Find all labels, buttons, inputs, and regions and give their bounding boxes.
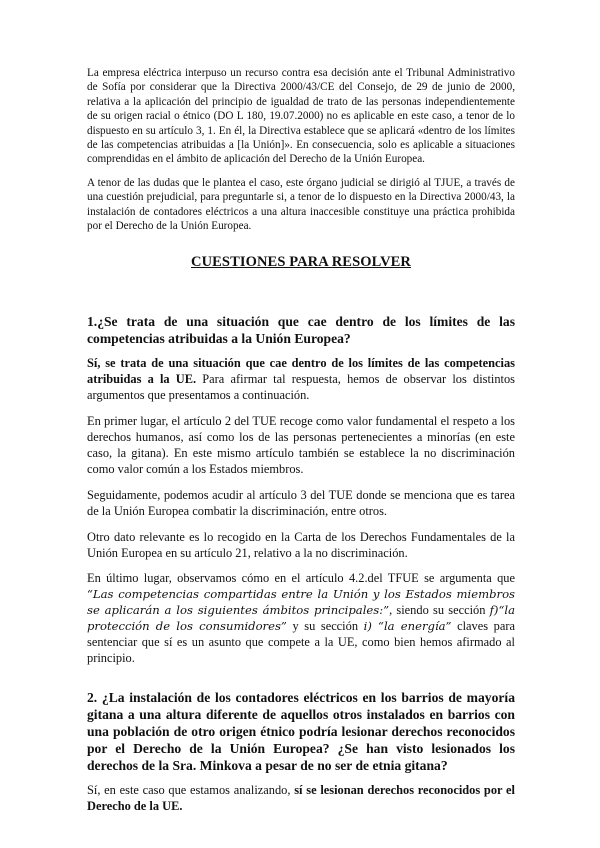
question-1-paragraph-5 [87, 571, 515, 666]
p5-text-c: y su sección [286, 619, 364, 634]
p5-text-b: , siendo su sección [389, 603, 490, 618]
section-title: CUESTIONES PARA RESOLVER [191, 254, 411, 271]
p5-quote-energia: i) “la energía” [363, 619, 452, 634]
p5-text-d: claves para sentenciar que sí es un asunto que compete a la UE, como bien hemos afirmado al principio. [87, 619, 515, 665]
question-2-answer-text: Sí, en este caso que estamos analizando, [87, 782, 295, 797]
intro-section [87, 66, 515, 233]
p5-quote-competencias: “Las competencias compartidas entre la Unión y los Estados miembros se aplicarán a los siguientes ámbitos principales:” [87, 587, 515, 618]
question-1-section [87, 313, 515, 666]
question-1-answer [87, 356, 515, 404]
question-1-heading: 1.¿Se trata de una situación que cae dentro de los límites de las competencias atribuidas a la Unión Europea? [87, 314, 515, 347]
question-1-paragraph-4: Otro dato relevante es lo recogido en la Carta de los Derechos Fundamentales de la Unión Europea en su artículo 21, relativo a la no discriminación. [87, 529, 515, 560]
question-2-answer [87, 783, 515, 815]
p5-quote-consumidores: f)“la protección de los consumidores” [87, 603, 516, 634]
question-1-answer-bold: Sí, se trata de una situación que cae dentro de los límites de las competencias atribuidas a la UE. [87, 356, 515, 387]
question-1-paragraph-2: En primer lugar, el artículo 2 del TUE recoge como valor fundamental el respeto a los derechos humanos, así como los de las personas pertenecientes a minorías (en este caso, la gitana). En este mismo artículo también se establece la no discriminación como valor común a los Estados miembros. [87, 414, 515, 476]
p5-text-a: En último lugar, observamos cómo en el artículo 4.2.del TFUE se argumenta que [87, 571, 515, 586]
intro-paragraph-2: A tenor de las dudas que le plantea el caso, este órgano judicial se dirigió al TJUE, a través de una cuestión prejudicial, para preguntarle si, a tenor de lo dispuesto en la Directiva 2000/43, la instalación de contadores eléctricos a una altura inaccesible constituye una práctica prohibida por el Derecho de la Unión Europea. [87, 176, 515, 233]
question-2-answer-bold: sí se lesionan derechos reconocidos por el Derecho de la UE. [87, 782, 515, 813]
intro-paragraph-1: La empresa eléctrica interpuso un recurso contra esa decisión ante el Tribunal Administrativo de Sofía por considerar que la Directiva 2000/43/CE del Consejo, de 29 de junio de 2000, relativa a la aplicación del principio de igualdad de trato de las personas independientemente de su origen racial o étnico (DO L 180, 19.07.2000) no es aplicable en este caso, a tenor de lo dispuesto en su artículo 3, 1. En él, la Directiva establece que se aplicará «dentro de los límites de las competencias atribuidas a [la Unión]». En consecuencia, solo es aplicable a situaciones comprendidas en el ámbito de aplicación del Derecho de la Unión Europea. [87, 67, 515, 166]
question-1-paragraph-3: Seguidamente, podemos acudir al artículo 3 del TUE donde se menciona que es tarea de la Unión Europea combatir la discriminación, entre otros. [87, 487, 515, 518]
document-page [87, 66, 515, 825]
question-2-section [87, 689, 515, 815]
question-1-answer-rest: Para afirmar tal respuesta, hemos de observar los distintos argumentos que presentamos a continuación. [87, 372, 515, 403]
question-2-heading: 2. ¿La instalación de los contadores eléctricos en los barrios de mayoría gitana a una altura diferente de aquellos otros instalados en barrios con una población de otro origen étnico podría lesionar derechos reconocidos por el Derecho de la Unión Europea? ¿Se han visto lesionados los derechos de la Sra. Minkova a pesar de no ser de etnia gitana? [87, 689, 515, 773]
